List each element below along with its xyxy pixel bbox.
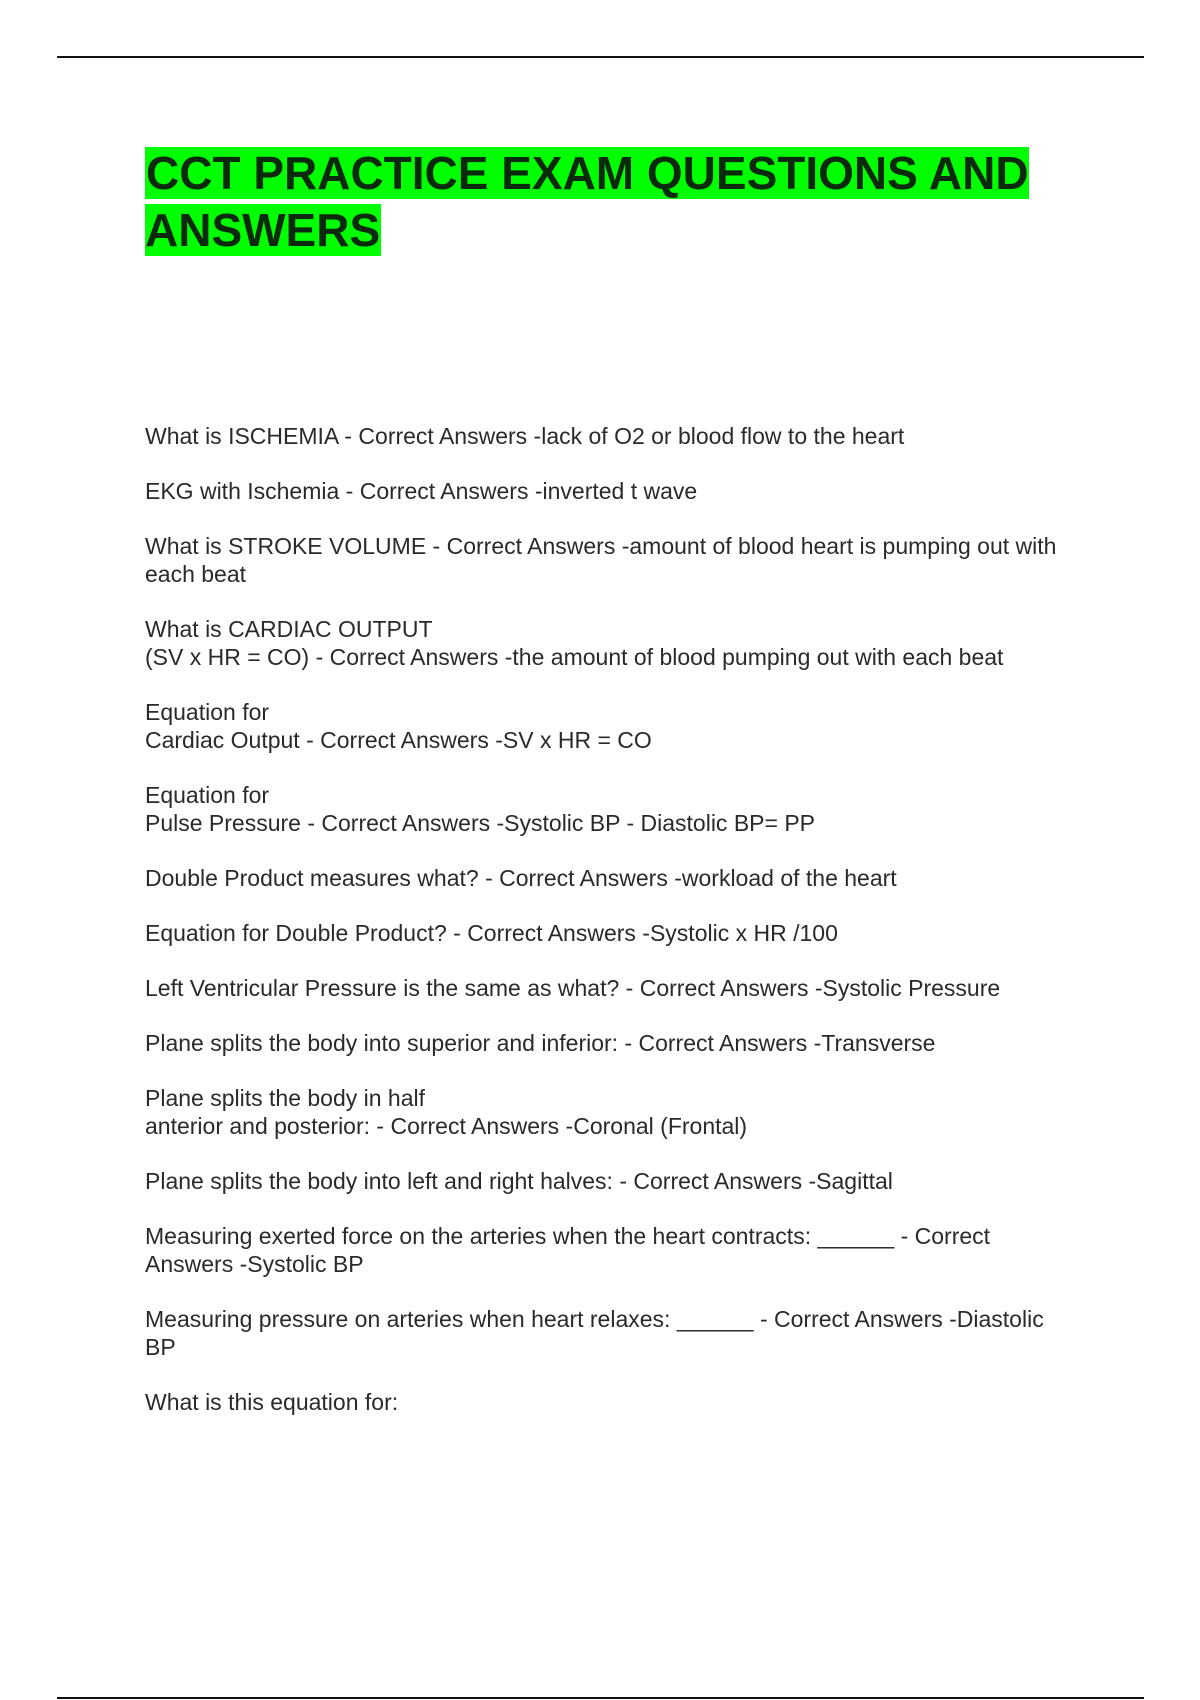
question-text: Equation for Double Product? - Correct Answers - <box>145 920 650 946</box>
question-text: What is ISCHEMIA - Correct Answers - <box>145 423 542 449</box>
answer-text: lack of O2 or blood flow to the heart <box>541 423 905 449</box>
qa-item-cardiac-output-equation <box>145 698 1080 754</box>
question-text: What is CARDIAC OUTPUT (SV x HR = CO) - Correct Answers - <box>145 616 513 670</box>
answer-text: Systolic Pressure <box>822 975 1001 1001</box>
qa-item-diastolic-bp <box>145 1305 1080 1361</box>
question-text: What is this equation for: <box>145 1389 399 1415</box>
answer-text: Sagittal <box>816 1168 893 1194</box>
question-text: Plane splits the body into left and right halves: - Correct Answers - <box>145 1168 817 1194</box>
qa-item-coronal-plane <box>145 1084 1080 1140</box>
answer-text: inverted t wave <box>542 478 698 504</box>
answer-text: amount of blood heart is pumping out with each beat <box>145 533 1063 587</box>
question-text: Equation for Cardiac Output - Correct Answers - <box>145 699 503 753</box>
qa-item-transverse-plane <box>145 1029 1080 1057</box>
qa-item-ekg-ischemia <box>145 477 1080 505</box>
answer-text: the amount of blood pumping out with each beat <box>512 644 1004 670</box>
qa-item-sagittal-plane <box>145 1167 1080 1195</box>
answer-text: workload of the heart <box>681 865 897 891</box>
footer-rule <box>57 1697 1144 1699</box>
question-text: Left Ventricular Pressure is the same as what? - Correct Answers - <box>145 975 823 1001</box>
question-text: Double Product measures what? - Correct Answers - <box>145 865 682 891</box>
qa-item-ischemia <box>145 422 1080 450</box>
question-text: EKG with Ischemia - Correct Answers - <box>145 478 543 504</box>
answer-text: Diastolic BP <box>145 1306 1051 1360</box>
qa-item-cardiac-output <box>145 615 1080 671</box>
answer-text: Coronal (Frontal) <box>573 1113 748 1139</box>
document-title <box>145 145 1105 259</box>
qa-item-equation-for <box>145 1388 1080 1416</box>
question-text: Measuring exerted force on the arteries when the heart contracts: ______ - Correct Answers - <box>145 1223 996 1277</box>
title-highlight: CCT PRACTICE EXAM QUESTIONS AND ANSWERS <box>145 147 1029 256</box>
qa-list <box>145 422 1080 1443</box>
question-text: Measuring pressure on arteries when heart relaxes: ______ - Correct Answers - <box>145 1306 957 1332</box>
answer-text: Transverse <box>821 1030 936 1056</box>
question-text: Plane splits the body into superior and inferior: - Correct Answers - <box>145 1030 822 1056</box>
question-text: Equation for Pulse Pressure - Correct Answers - <box>145 782 505 836</box>
question-text: Plane splits the body in half anterior and posterior: - Correct Answers - <box>145 1085 574 1139</box>
qa-item-lv-pressure <box>145 974 1080 1002</box>
qa-item-double-product <box>145 864 1080 892</box>
answer-text: Systolic x HR /100 <box>649 920 838 946</box>
qa-item-pulse-pressure-equation <box>145 781 1080 837</box>
qa-item-stroke-volume <box>145 532 1080 588</box>
qa-item-double-product-equation <box>145 919 1080 947</box>
qa-item-systolic-bp <box>145 1222 1080 1278</box>
answer-text: Systolic BP <box>247 1251 364 1277</box>
header-rule <box>57 56 1144 58</box>
answer-text: SV x HR = CO <box>502 727 652 753</box>
answer-text: Systolic BP - Diastolic BP= PP <box>504 810 815 836</box>
question-text: What is STROKE VOLUME - Correct Answers - <box>145 533 630 559</box>
